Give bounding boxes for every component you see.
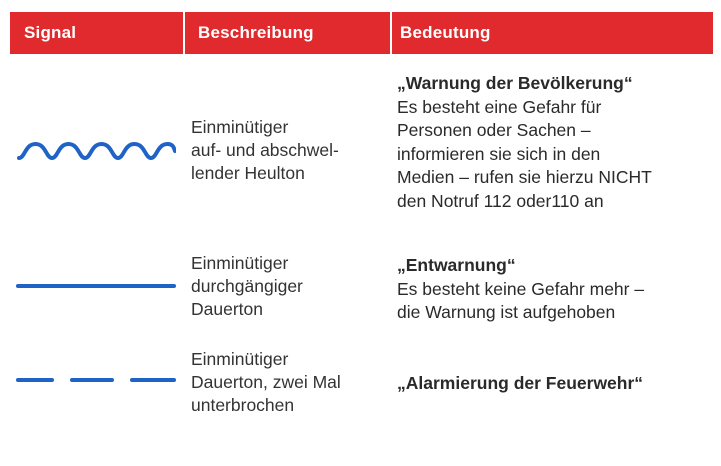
signal-description	[191, 252, 381, 321]
meaning-line: die Warnung ist aufgehoben	[397, 302, 616, 322]
meaning-title: „Entwarnung“	[397, 255, 516, 275]
description-line: Dauerton, zwei Mal	[191, 372, 341, 392]
meaning-line: den Notruf 112 oder110 an	[397, 190, 604, 211]
meaning-line: Es besteht eine Gefahr für	[397, 96, 602, 117]
header-meaning: Bedeutung	[400, 23, 491, 42]
signal-meaning	[397, 372, 707, 396]
description-line: Einminütiger	[191, 253, 289, 273]
wavy-line-icon	[16, 140, 186, 162]
description-line: lender Heulton	[191, 163, 305, 183]
signal-description	[191, 116, 381, 185]
signal-meaning	[397, 72, 707, 213]
header-divider	[390, 12, 392, 54]
table-row	[10, 72, 713, 232]
table-row	[10, 248, 713, 336]
header-description: Beschreibung	[198, 23, 314, 42]
meaning-line: Personen oder Sachen –	[397, 120, 591, 140]
description-line: unterbrochen	[191, 395, 295, 415]
table-header	[10, 12, 713, 54]
table-row	[10, 348, 713, 436]
siren-signal-table	[10, 12, 713, 452]
meaning-title: „Warnung der Bevölkerung“	[397, 73, 633, 93]
signal-description	[191, 348, 381, 417]
meaning-title: „Alarmierung der Feuerwehr“	[397, 373, 644, 393]
description-line: Einminütiger	[191, 117, 289, 137]
solid-line-icon	[16, 282, 186, 290]
dashed-line-icon	[16, 376, 186, 384]
header-signal: Signal	[24, 23, 77, 42]
description-line: durchgängiger	[191, 276, 303, 296]
meaning-line: informieren sie sich in den	[397, 143, 601, 164]
meaning-line: Medien – rufen sie hierzu NICHT	[397, 167, 652, 187]
description-line: Einminütiger	[191, 349, 289, 369]
signal-meaning	[397, 254, 707, 325]
header-divider	[183, 12, 185, 54]
meaning-line: Es besteht keine Gefahr mehr –	[397, 278, 645, 299]
description-line: Dauerton	[191, 299, 263, 319]
description-line: auf- und abschwel-	[191, 140, 339, 160]
